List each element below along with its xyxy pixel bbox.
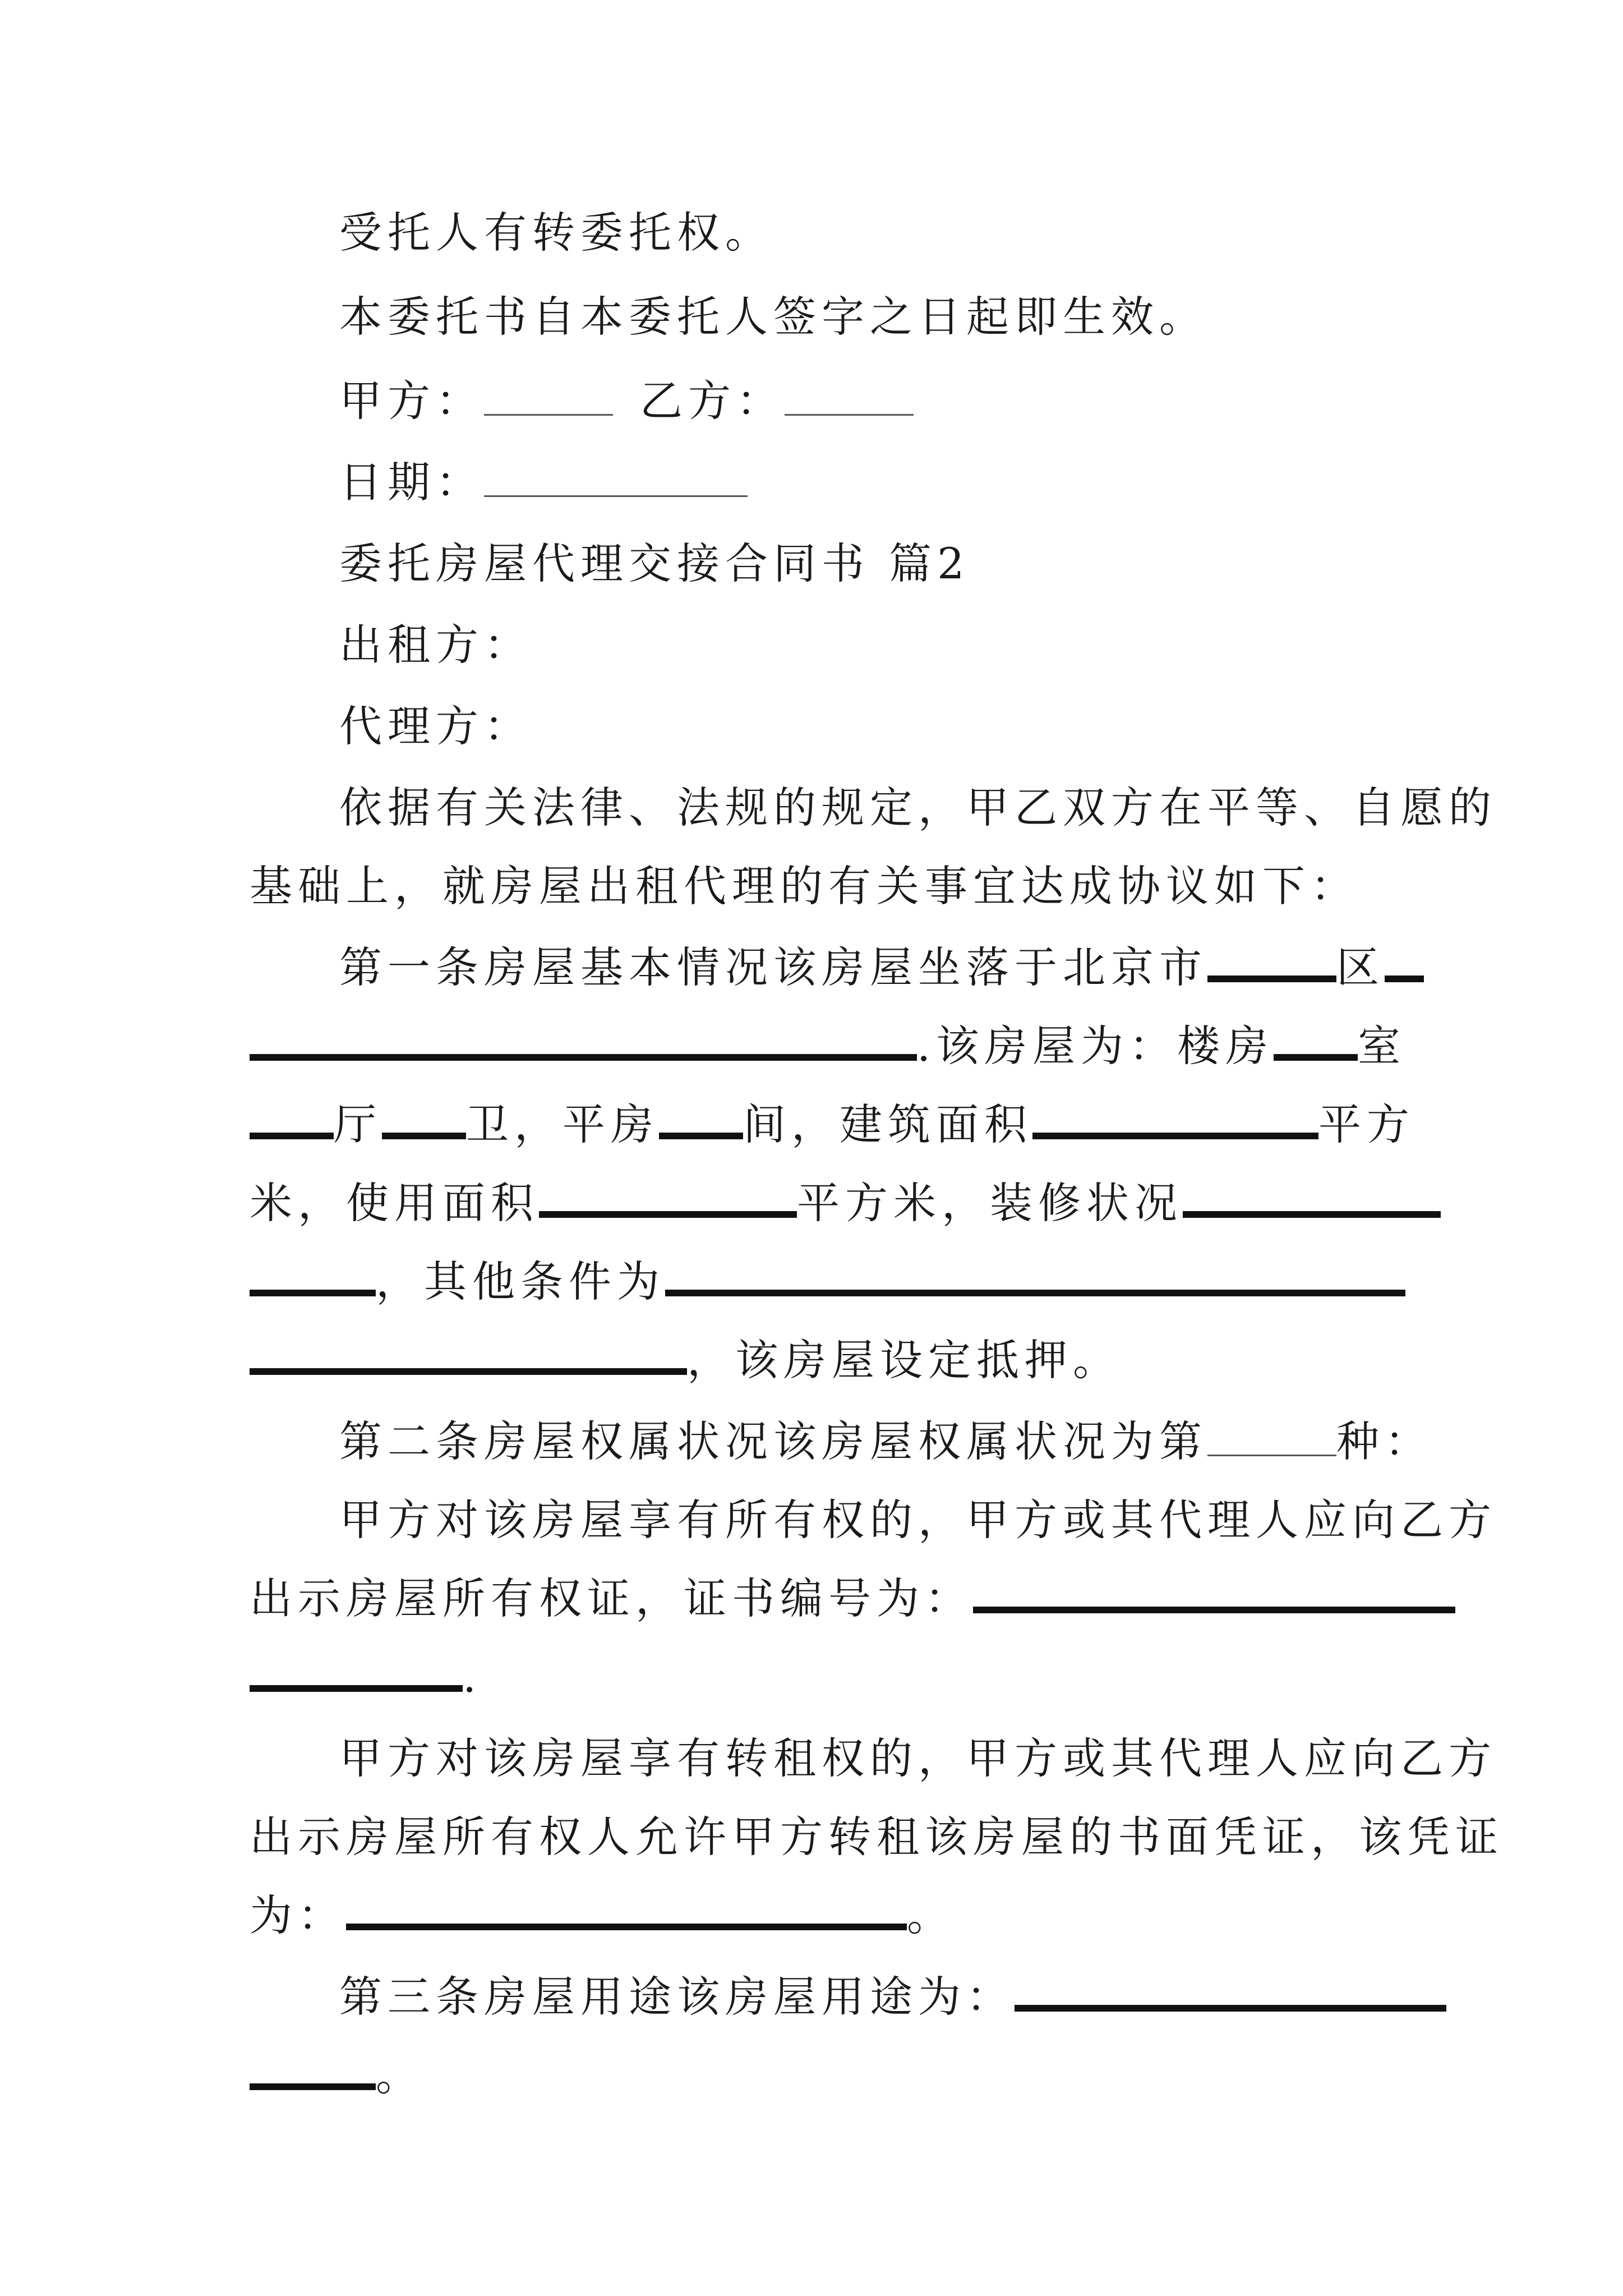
usage-blank bbox=[250, 2051, 376, 2090]
text-line bbox=[339, 289, 1207, 345]
text-line bbox=[250, 1254, 1405, 1310]
section-title bbox=[339, 536, 970, 592]
sentence: 为： bbox=[250, 1890, 346, 1940]
text-line bbox=[250, 1888, 955, 1944]
sentence: 卫，平房 bbox=[466, 1099, 659, 1149]
sentence: 第一条房屋基本情况该房屋坐落于北京市 bbox=[339, 942, 1207, 992]
text-line bbox=[339, 780, 1497, 836]
sentence: 甲方对该房屋享有所有权的，甲方或其代理人应向乙方 bbox=[339, 1495, 1497, 1545]
decoration-blank bbox=[1183, 1179, 1441, 1218]
party-b-blank bbox=[785, 377, 914, 416]
text-line bbox=[339, 1969, 1446, 2025]
text-line bbox=[250, 1649, 482, 1705]
sentence: 出示房屋所有权人允许甲方转租该房屋的书面凭证，该凭证 bbox=[250, 1812, 1504, 1862]
sentence: ，该房屋设定抵押。 bbox=[687, 1335, 1121, 1385]
rooms-blank bbox=[1274, 1022, 1358, 1061]
sentence: 米，使用面积 bbox=[250, 1178, 539, 1228]
sentence: 第三条房屋用途该房屋用途为： bbox=[339, 1972, 1015, 2022]
sentence: 甲方对该房屋享有转租权的，甲方或其代理人应向乙方 bbox=[339, 1733, 1497, 1783]
district-blank bbox=[1207, 943, 1336, 982]
decoration-blank bbox=[250, 1257, 376, 1296]
halls-blank bbox=[250, 1100, 334, 1139]
section-title-text: 委托房屋代理交接合同书 篇2 bbox=[339, 539, 970, 588]
text-line bbox=[339, 940, 1424, 996]
text-line bbox=[339, 1731, 1497, 1787]
sentence: 依据有关法律、法规的规定，甲乙双方在平等、自愿的 bbox=[339, 783, 1497, 832]
sentence: 。 bbox=[376, 2050, 424, 2100]
sentence: 室 bbox=[1358, 1021, 1407, 1071]
voucher-blank bbox=[346, 1891, 907, 1930]
text-line bbox=[339, 698, 532, 754]
date-blank bbox=[484, 458, 748, 497]
party-a-blank bbox=[484, 377, 613, 416]
text-line bbox=[250, 1571, 1455, 1627]
sentence: 平方 bbox=[1318, 1099, 1415, 1149]
text-line bbox=[339, 1492, 1497, 1548]
sentence: 。 bbox=[907, 1890, 955, 1940]
sentence: 基础上，就房屋出租代理的有关事宜达成协议如下： bbox=[250, 861, 1359, 911]
other-conditions-blank bbox=[665, 1257, 1405, 1296]
agent-label: 代理方： bbox=[339, 701, 532, 751]
text-line bbox=[339, 1414, 1433, 1470]
sentence: ，其他条件为 bbox=[376, 1257, 665, 1306]
text-line bbox=[339, 617, 532, 673]
lessor-label: 出租方： bbox=[339, 620, 532, 670]
floor-area-blank bbox=[1032, 1100, 1318, 1139]
sentence: 区 bbox=[1336, 942, 1385, 992]
party-b-label: 乙方： bbox=[640, 376, 785, 426]
sentence: 本委托书自本委托人签字之日起即生效。 bbox=[339, 292, 1207, 342]
text-line bbox=[250, 1332, 1121, 1388]
text-line bbox=[250, 2047, 424, 2104]
party-a-label: 甲方： bbox=[339, 376, 484, 426]
address-blank bbox=[250, 1022, 917, 1061]
sentence: 出示房屋所有权证，证书编号为： bbox=[250, 1573, 973, 1623]
date-line bbox=[339, 454, 748, 510]
sentence: 厅 bbox=[334, 1099, 382, 1149]
text-line bbox=[250, 1175, 1441, 1231]
usable-area-blank bbox=[539, 1179, 797, 1218]
sentence: .该房屋为：楼房 bbox=[917, 1021, 1274, 1071]
certificate-number-blank bbox=[973, 1574, 1455, 1613]
text-line bbox=[250, 858, 1359, 914]
signature-line bbox=[339, 373, 914, 429]
date-label: 日期： bbox=[339, 457, 484, 507]
text-line bbox=[250, 1018, 1406, 1074]
sentence: 种： bbox=[1336, 1416, 1433, 1466]
text-line bbox=[250, 1097, 1415, 1153]
sentence: 平方米，装修状况 bbox=[797, 1178, 1183, 1228]
sentence: 第二条房屋权属状况该房屋权属状况为第 bbox=[339, 1416, 1207, 1466]
text-line bbox=[250, 1809, 1504, 1865]
ownership-type-blank bbox=[1207, 1418, 1336, 1456]
text-line bbox=[339, 205, 773, 261]
address-blank bbox=[1385, 943, 1424, 982]
sentence: 受托人有转委托权。 bbox=[339, 208, 773, 257]
other-conditions-blank bbox=[250, 1336, 687, 1375]
sentence: . bbox=[463, 1652, 482, 1702]
baths-blank bbox=[382, 1100, 466, 1139]
certificate-number-blank bbox=[250, 1653, 463, 1692]
bungalow-blank bbox=[659, 1100, 743, 1139]
sentence: 间，建筑面积 bbox=[743, 1099, 1032, 1149]
usage-blank bbox=[1015, 1972, 1446, 2012]
